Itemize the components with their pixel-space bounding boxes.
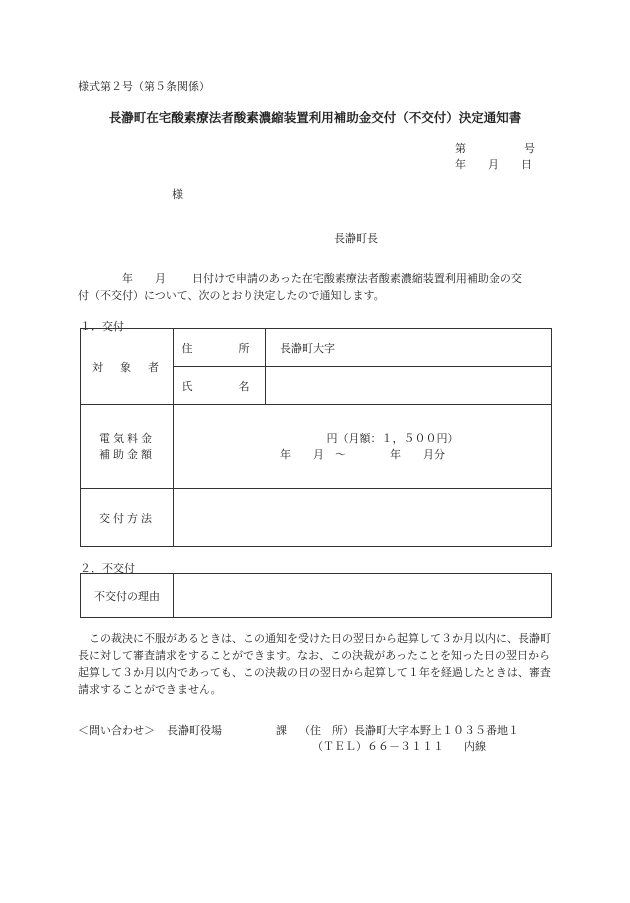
contact-line1 [78,722,519,738]
body-line2: 付（不交付）について、次のとおり決定したので通知します。 [78,289,385,302]
document-title: 長瀞町在宅酸素療法者酸素濃縮装置利用補助金交付（不交付）決定通知書 [108,110,522,125]
contact-address: （住 所）長瀞町大字本野上１０３５番地１ [299,724,519,737]
section-nongrant-heading: ２．不交付 [80,562,135,575]
name-label: 氏 名 [181,379,258,393]
grant-table [80,328,552,547]
reason-label: 不交付の理由 [94,589,160,603]
date-month: 月 [488,158,499,171]
section-grant-heading: １．交付 [80,320,124,333]
target-label: 対 象 者 [92,360,162,374]
contact-label: ＜問い合わせ＞ [78,724,155,737]
name-label-cell [174,367,266,405]
date-year: 年 [455,158,466,171]
appeal-notice: この裁決に不服があるときは、この通知を受けた日の翌日から起算して３か月以内に、長瀞町長に対して審査請求をすることができます。なお、この決裁があったことを知った日の翌日から起算して３か月以内であっても、この決裁の日の翌日から起算して１年を経過したときは、審査請求することができません。 [78,632,551,696]
recipient-honorific: 様 [172,188,183,201]
address-label-cell [174,329,266,367]
period-year-end: 年 [390,447,401,461]
body-month: 月 [155,272,166,285]
method-value-cell[interactable] [174,489,552,547]
document-number [455,140,535,156]
address-value: 長瀞町大字 [280,341,335,355]
amount-label-line2: 補助金額 [99,447,155,461]
period-month-start: 月 ～ [313,447,346,461]
contact-extension: 内線 [464,740,486,753]
contact-line2 [312,738,486,754]
amount-label-cell [81,405,174,489]
address-value-cell[interactable] [266,329,552,367]
nongrant-table [80,573,552,618]
period-month-end: 月分 [423,447,445,461]
amount-value-cell[interactable] [174,405,552,489]
target-label-cell [81,329,174,405]
body-line1: 日付けで申請のあった在宅酸素療法者酸素濃縮装置利用補助金の交 [192,272,522,285]
contact-section: 課 [276,724,287,737]
document-date [455,156,532,172]
body-year: 年 [122,272,133,285]
contact-tel: （ＴＥＬ）６６－３１１１ [312,740,444,753]
doc-number-prefix: 第 [455,142,466,155]
amount-line1: 円（月額：１，５００円） [326,431,459,445]
reason-label-cell [81,574,174,618]
period-line [174,447,551,463]
contact-office: 長瀞町役場 [167,724,222,737]
period-year-start: 年 [280,447,291,461]
date-day: 日 [521,158,532,171]
form-number: 様式第２号（第５条関係） [78,80,210,93]
name-value-cell[interactable] [266,367,552,405]
reason-value-cell[interactable] [174,574,552,618]
method-label: 交付方法 [99,511,155,525]
method-label-cell [81,489,174,547]
amount-label-line1: 電気料金 [99,431,155,445]
notification-body [78,270,556,304]
address-label: 住 所 [181,341,258,355]
doc-number-suffix: 号 [524,142,535,155]
issuer-name: 長瀞町長 [334,232,378,245]
